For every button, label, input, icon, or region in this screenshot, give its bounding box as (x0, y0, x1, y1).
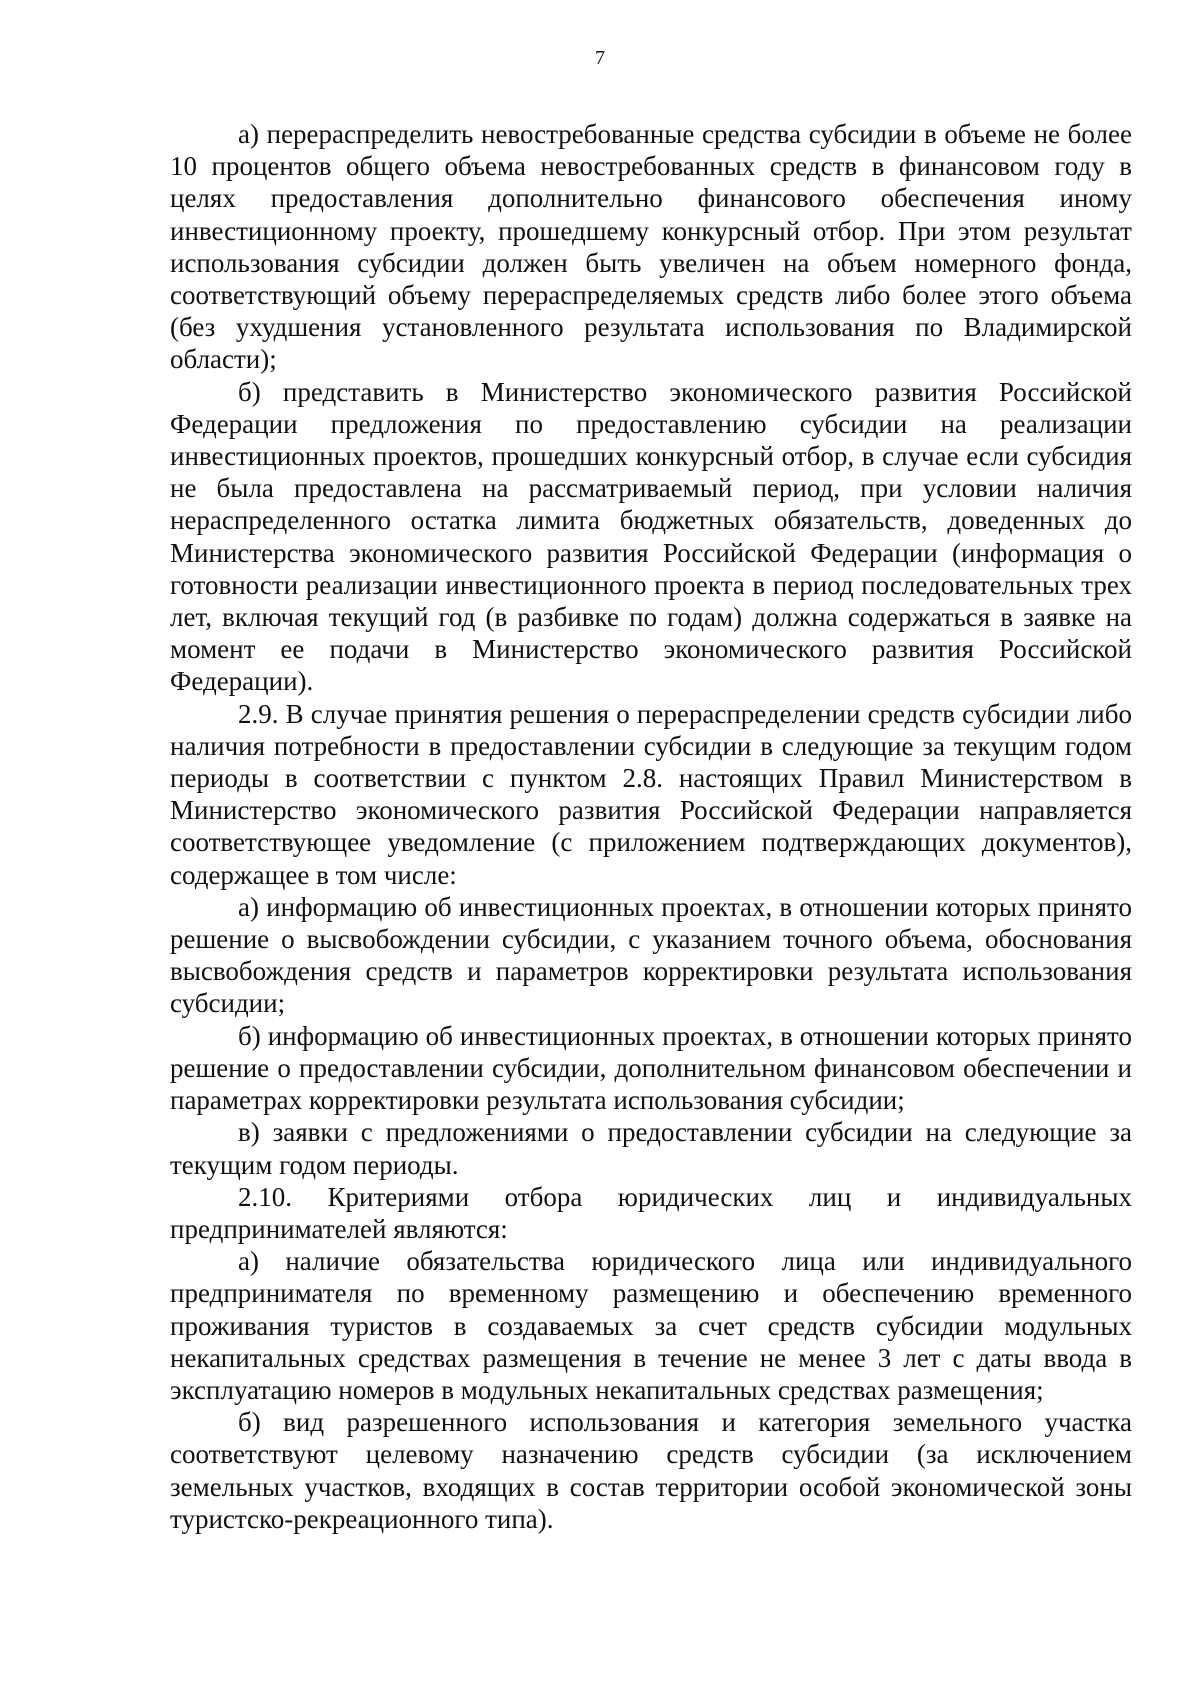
paragraph-land-use: б) вид разрешенного использования и категория земельного участка соответствуют целевому назначению средств субсидии (за исключением земельных участков, входящих в состав территории особой экономической зоны туристско-рекреационного типа). (170, 1407, 1132, 1534)
page-number: 7 (595, 47, 605, 69)
paragraph-released-subsidy-info: а) информацию об инвестиционных проектах, в отношении которых принято решение о высвобождении субсидии, с указанием точного объема, обоснования высвобождения средств и параметров корректировки результата использования субсидии; (170, 891, 1132, 1019)
paragraph-2-10: 2.10. Критериями отбора юридических лиц и индивидуальных предпринимателей являются: (170, 1181, 1132, 1244)
paragraph-redistribute-funds: а) перераспределить невостребованные средства субсидии в объеме не более 10 процентов общего объема невостребованных средств в финансовом году в целях предоставления дополнительно финансового обеспечения иному инвестиционному проекту, прошедшему конкурсный отбор. При этом результат использования субсидии должен быть увеличен на объем номерного фонда, соответствующий объему перераспределяемых средств либо более этого объема (без ухудшения установленного результата использования по Владимирской области); (170, 119, 1132, 375)
paragraph-applications: в) заявки с предложениями о предоставлении субсидии на следующие за текущим годом периоды. (170, 1117, 1132, 1180)
document-body (170, 118, 1132, 1535)
paragraph-accommodation-obligation: а) наличие обязательства юридического лица или индивидуального предпринимателя по временному размещению и обеспечению временного проживания туристов в создаваемых за счет средств субсидии модульных некапитальных средствах размещения в течение не менее 3 лет с даты ввода в эксплуатацию номеров в модульных некапитальных средствах размещения; (170, 1246, 1132, 1405)
paragraph-granted-subsidy-info: б) информацию об инвестиционных проектах, в отношении которых принято решение о предоставлении субсидии, дополнительном финансовом обеспечении и параметрах корректировки результата использования субсидии; (170, 1020, 1132, 1116)
paragraph-2-9: 2.9. В случае принятия решения о перераспределении средств субсидии либо наличия потребности в предоставлении субсидии в следующие за текущим годом периоды в соответствии с пунктом 2.8. настоящих Правил Министерством в Министерство экономического развития Российской Федерации направляется соответствующее уведомление (с приложением подтверждающих документов), содержащее в том числе: (170, 698, 1132, 890)
paragraph-submit-proposals: б) представить в Министерство экономического развития Российской Федерации предложения по предоставлению субсидии на реализации инвестиционных проектов, прошедших конкурсный отбор, в случае если субсидия не была предоставлена на рассматриваемый период, при условии наличия нераспределенного остатка лимита бюджетных обязательств, доведенных до Министерства экономического развития Российской Федерации (информация о готовности реализации инвестиционного проекта в период последовательных трех лет, включая текущий год (в разбивке по годам) должна содержаться в заявке на момент ее подачи в Министерство экономического развития Российской Федерации). (170, 376, 1132, 697)
